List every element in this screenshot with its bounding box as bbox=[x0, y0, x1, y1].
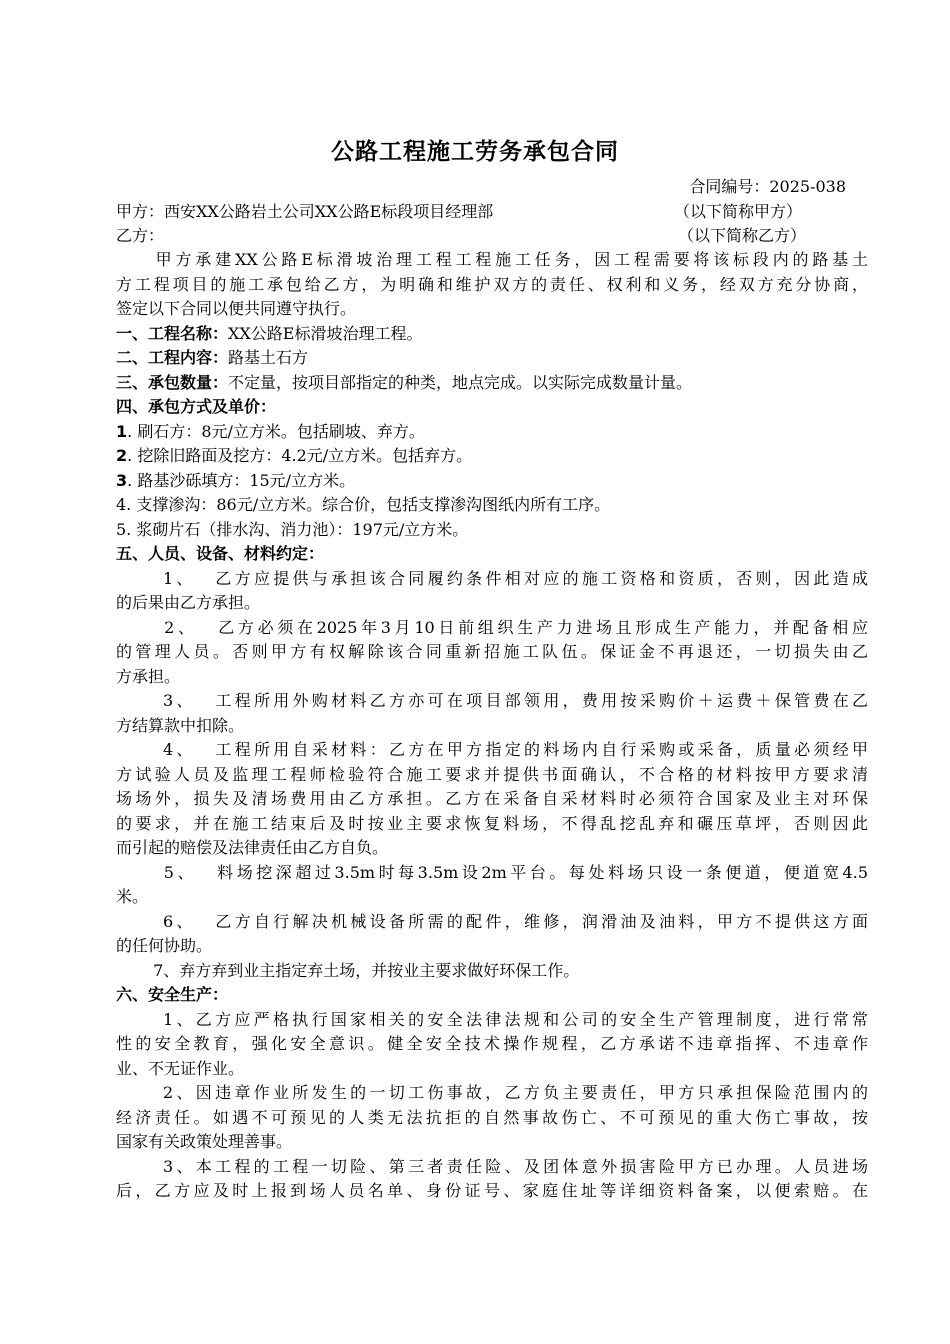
section-heading: 三、承包数量： bbox=[116, 372, 229, 392]
text-line bbox=[116, 591, 868, 616]
text-line bbox=[116, 1179, 868, 1204]
line-text: XX公路E标滑坡治理工程。 bbox=[228, 323, 423, 343]
line-text: 4. 支撑渗沟：86元/立方米。综合价，包括支撑渗沟图纸内所有工序。 bbox=[116, 495, 611, 514]
party-b-line bbox=[116, 224, 868, 248]
party-b-label: 乙方： bbox=[116, 226, 165, 245]
party-a-line bbox=[116, 200, 868, 224]
section-heading: 六、安全生产： bbox=[116, 985, 229, 1004]
section-heading: 四、承包方式及单价： bbox=[116, 397, 277, 416]
line-text: 1、 乙方应提供与承担该合同履约条件相对应的施工资格和资质，否则，因此造成 bbox=[116, 568, 868, 588]
line-text: 4、 工程所用自采材料：乙方在甲方指定的料场内自行采购或采备，质量必须经甲 bbox=[116, 740, 868, 759]
line-text: 的管理人员。否则甲方有权解除该合同重新招施工队伍。保证金不再退还，一切损失由乙 bbox=[116, 642, 868, 661]
text-line bbox=[116, 542, 868, 567]
line-text: 方工程项目的施工承包给乙方，为明确和维护双方的责任、权利和义务，经双方充分协商， bbox=[116, 274, 868, 294]
text-line bbox=[116, 1106, 868, 1131]
text-line bbox=[116, 616, 868, 641]
line-text: 不定量，按项目部指定的种类，地点完成。以实际完成数量计量。 bbox=[228, 372, 693, 392]
text-line bbox=[116, 371, 868, 396]
text-line bbox=[116, 346, 868, 371]
line-text: 方承担。 bbox=[116, 666, 181, 686]
line-text: 后，乙方应及时上报到场人员名单、身份证号、家庭住址等详细资料备案，以便索赔。在 bbox=[116, 1181, 868, 1200]
line-text: 场场外，损失及清场费用由乙方承担。乙方在采备自采材料时必须符合国家及业主对环保 bbox=[116, 789, 868, 808]
section-heading: 3 bbox=[116, 470, 128, 490]
line-text: 5、 料场挖深超过3.5m时每3.5m设2m平台。每处料场只设一条便道，便道宽4.5 bbox=[116, 862, 868, 882]
text-line bbox=[116, 248, 868, 273]
line-text: 米。 bbox=[116, 887, 149, 906]
text-line bbox=[116, 273, 868, 298]
line-text: 1、乙方应严格执行国家相关的安全法律法规和公司的安全生产管理制度，进行常常 bbox=[116, 1009, 868, 1029]
line-text: 的任何协助。 bbox=[116, 936, 213, 955]
line-text: 5. 浆砌片石（排水沟、消力池）：197元/立方米。 bbox=[116, 519, 469, 539]
text-line bbox=[116, 812, 868, 837]
line-text: . 路基沙砾填方：15元/立方米。 bbox=[127, 470, 356, 490]
section-heading: 2 bbox=[116, 446, 128, 465]
text-line bbox=[116, 518, 868, 543]
text-line bbox=[116, 469, 868, 494]
text-line bbox=[116, 983, 868, 1008]
party-a-label: 甲方：西安XX公路岩土公司XX公路E标段项目经理部 bbox=[116, 202, 494, 221]
text-line bbox=[116, 640, 868, 665]
line-text: 签定以下合同以便共同遵守执行。 bbox=[116, 299, 357, 318]
line-text: 的后果由乙方承担。 bbox=[116, 593, 261, 612]
text-line bbox=[116, 1155, 868, 1180]
line-text: 而引起的赔偿及法律责任由乙方自负。 bbox=[116, 838, 389, 857]
line-text: 甲方承建XX公路E标滑坡治理工程工程施工任务，因工程需要将该标段内的路基土 bbox=[116, 250, 868, 269]
line-text: 3、 工程所用外购材料乙方亦可在项目部领用，费用按采购价＋运费＋保管费在乙 bbox=[116, 691, 868, 710]
text-line bbox=[116, 763, 868, 788]
text-line bbox=[116, 322, 868, 347]
document-title: 公路工程施工劳务承包合同 bbox=[331, 139, 619, 165]
text-line bbox=[116, 836, 868, 861]
line-text: 路基土石方 bbox=[228, 348, 309, 367]
text-line bbox=[116, 787, 868, 812]
section-heading: 1 bbox=[116, 421, 128, 441]
text-line bbox=[116, 493, 868, 518]
text-line bbox=[116, 1008, 868, 1033]
contract-number: 合同编号：2025-038 bbox=[689, 177, 846, 196]
line-text: 业、不无证作业。 bbox=[116, 1058, 245, 1078]
line-text: 方试验人员及监理工程师检验符合施工要求并提供书面确认，不合格的材料按甲方要求清 bbox=[116, 764, 868, 784]
text-line bbox=[116, 738, 868, 763]
line-text: 经济责任。如遇不可预见的人类无法抗拒的自然事故伤亡、不可预见的重大伤亡事故，按 bbox=[116, 1107, 868, 1127]
line-text: 7、弃方弃到业主指定弃土场，并按业主要求做好环保工作。 bbox=[116, 960, 580, 980]
text-line bbox=[116, 1032, 868, 1057]
line-text: . 刷石方：8元/立方米。包括刷坡、弃方。 bbox=[127, 421, 425, 441]
text-line bbox=[116, 1057, 868, 1082]
text-line bbox=[116, 567, 868, 592]
text-line bbox=[116, 861, 868, 886]
text-line bbox=[116, 444, 868, 469]
line-text: 国家有关政策处理善事。 bbox=[116, 1132, 293, 1151]
section-heading: 一、工程名称： bbox=[116, 323, 229, 343]
line-text: 的要求，并在施工结束后及时按业主要求恢复料场，不得乱挖乱弃和碾压草坪，否则因此 bbox=[116, 813, 868, 833]
section-heading: 二、工程内容： bbox=[116, 348, 229, 367]
line-text: 2、 乙方必须在2025年3月10日前组织生产力进场且形成生产能力，并配备相应 bbox=[116, 617, 868, 637]
text-line bbox=[116, 297, 868, 322]
line-text: 性的安全教育，强化安全意识。健全安全技术操作规程，乙方承诺不违章指挥、不违章作 bbox=[116, 1034, 868, 1053]
text-line bbox=[116, 885, 868, 910]
text-line bbox=[116, 934, 868, 959]
party-b-abbr: （以下简称乙方） bbox=[678, 226, 807, 245]
line-text: 2、因违章作业所发生的一切工伤事故，乙方负主要责任，甲方只承担保险范围内的 bbox=[116, 1083, 868, 1102]
contract-body bbox=[116, 248, 868, 1204]
text-line bbox=[116, 689, 868, 714]
text-line bbox=[116, 910, 868, 935]
section-heading: 五、人员、设备、材料约定： bbox=[116, 544, 325, 563]
line-text: . 挖除旧路面及挖方：4.2元/立方米。包括弃方。 bbox=[127, 446, 473, 465]
party-a-abbr: （以下简称甲方） bbox=[674, 202, 803, 221]
text-line bbox=[116, 714, 868, 739]
text-line bbox=[116, 665, 868, 690]
text-line bbox=[116, 395, 868, 420]
text-line bbox=[116, 1081, 868, 1106]
line-text: 6、 乙方自行解决机械设备所需的配件，维修，润滑油及油料，甲方不提供这方面 bbox=[116, 911, 868, 931]
text-line bbox=[116, 420, 868, 445]
line-text: 3、本工程的工程一切险、第三者责任险、及团体意外损害险甲方已办理。人员进场 bbox=[116, 1156, 868, 1176]
text-line bbox=[116, 1130, 868, 1155]
line-text: 方结算款中扣除。 bbox=[116, 715, 245, 735]
text-line bbox=[116, 959, 868, 984]
